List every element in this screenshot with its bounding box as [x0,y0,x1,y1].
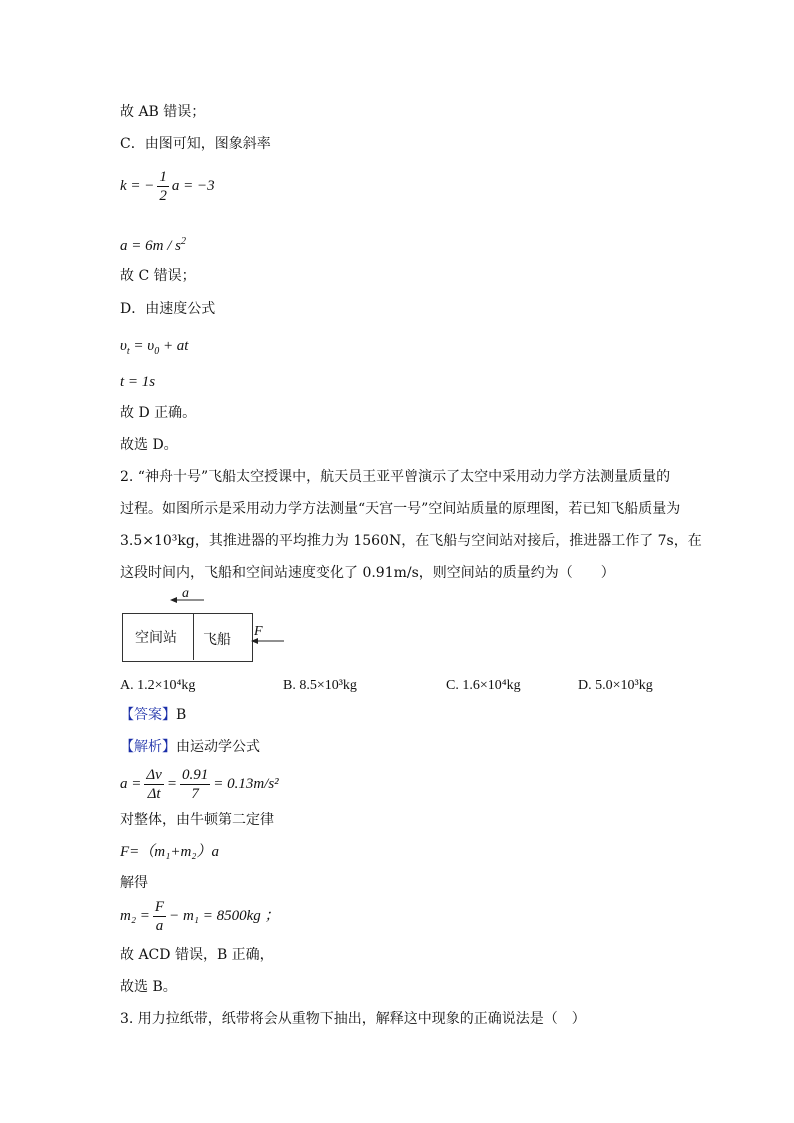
equation-slope [120,168,215,205]
eq-part: a = [120,775,142,792]
eq-part: υ [120,338,127,354]
numerator: 1 [159,169,167,185]
fraction [157,168,169,205]
text-line: 故 D 正确。 [120,405,197,421]
eq-part: − m₁ = 8500kg ； [169,907,280,924]
denominator: 2 [159,188,167,204]
equation-accel-calc: a = $\frac{\Delta v}{\Delta t}$ = $\frac{0.91}{7}$ = 0.13m/s² [120,767,279,802]
eq-part: + at [159,338,189,354]
option-a: A. 1.2×10⁴kg [120,678,196,693]
text-line: 故 ACD 错误，B 正确， [120,947,274,963]
analysis-tag: 【解析】 [120,739,176,755]
eq-part: m₂ = [120,907,150,924]
text-line: D．由速度公式 [120,301,216,317]
denominator: a [155,918,164,934]
eq-part: = 0.13m/s² [213,775,279,792]
superscript: 2 [180,236,186,247]
numerator: 0.91 [181,767,209,783]
force-arrow-icon [251,636,285,646]
fraction [180,766,210,803]
option-b: B. 8.5×10³kg [283,678,357,693]
numerator: F [154,899,165,915]
answer-value: B [176,707,187,723]
text-line: 故选 D。 [120,437,178,453]
option-c: C. 1.6×10⁴kg [446,678,521,693]
diagram-divider [193,613,194,660]
eq-part: k = − [120,177,155,194]
denominator: 7 [191,786,199,802]
equation-velocity [120,336,188,362]
question-text: 3.5×10³kg，其推进器的平均推力为 1560N，在飞船与空间站对接后，推进器工作了 7s，在 [120,533,702,549]
equation-newton: F=（m₁+m₂）a [120,844,220,860]
accel-label: a [182,586,189,601]
numerator: Δv [146,767,162,783]
answer-line [120,705,186,725]
station-label: 空间站 [135,630,177,646]
fraction [153,898,166,935]
denominator: Δt [147,786,161,802]
analysis-line [120,737,260,757]
text-line: 对整体，由牛顿第二定律 [120,812,274,828]
fraction [144,766,163,803]
subscript: t [126,346,130,357]
accel-arrow-icon [170,595,206,605]
question-text: 这段时间内，飞船和空间站速度变化了 0.91m/s，则空间站的质量约为（ ） [120,565,615,581]
subscript: 0 [154,346,160,357]
text-line: 解得 [120,875,148,891]
equation-accel [120,232,186,256]
eq-part: = υ [129,338,155,354]
eq-part: a = 6m / s [120,238,181,254]
options-row [0,676,794,696]
force-label: F [254,624,263,639]
text-line: 故 AB 错误； [120,104,206,120]
question-text: 过程。如图所示是采用动力学方法测量“天宫一号”空间站质量的原理图，若已知飞船质量为 [120,501,681,517]
question-text: 2. “神舟十号”飞船太空授课中，航天员王亚平曾演示了太空中采用动力学方法测量质量的 [120,469,671,485]
answer-tag: 【答案】 [120,707,176,723]
option-d: D. 5.0×10³kg [578,678,653,693]
eq-part: a = −3 [171,177,215,194]
ship-label: 飞船 [203,632,231,648]
equation-time: t = 1s [120,374,156,390]
text-line: 故 C 错误； [120,268,196,284]
question-text: 3. 用力拉纸带，纸带将会从重物下抽出，解释这中现象的正确说法是（ ） [120,1011,586,1027]
text-line: C．由图可知，图象斜率 [120,136,271,152]
equation-mass [120,898,280,935]
analysis-text: 由运动学公式 [176,739,260,755]
text-line: 故选 B。 [120,979,177,995]
